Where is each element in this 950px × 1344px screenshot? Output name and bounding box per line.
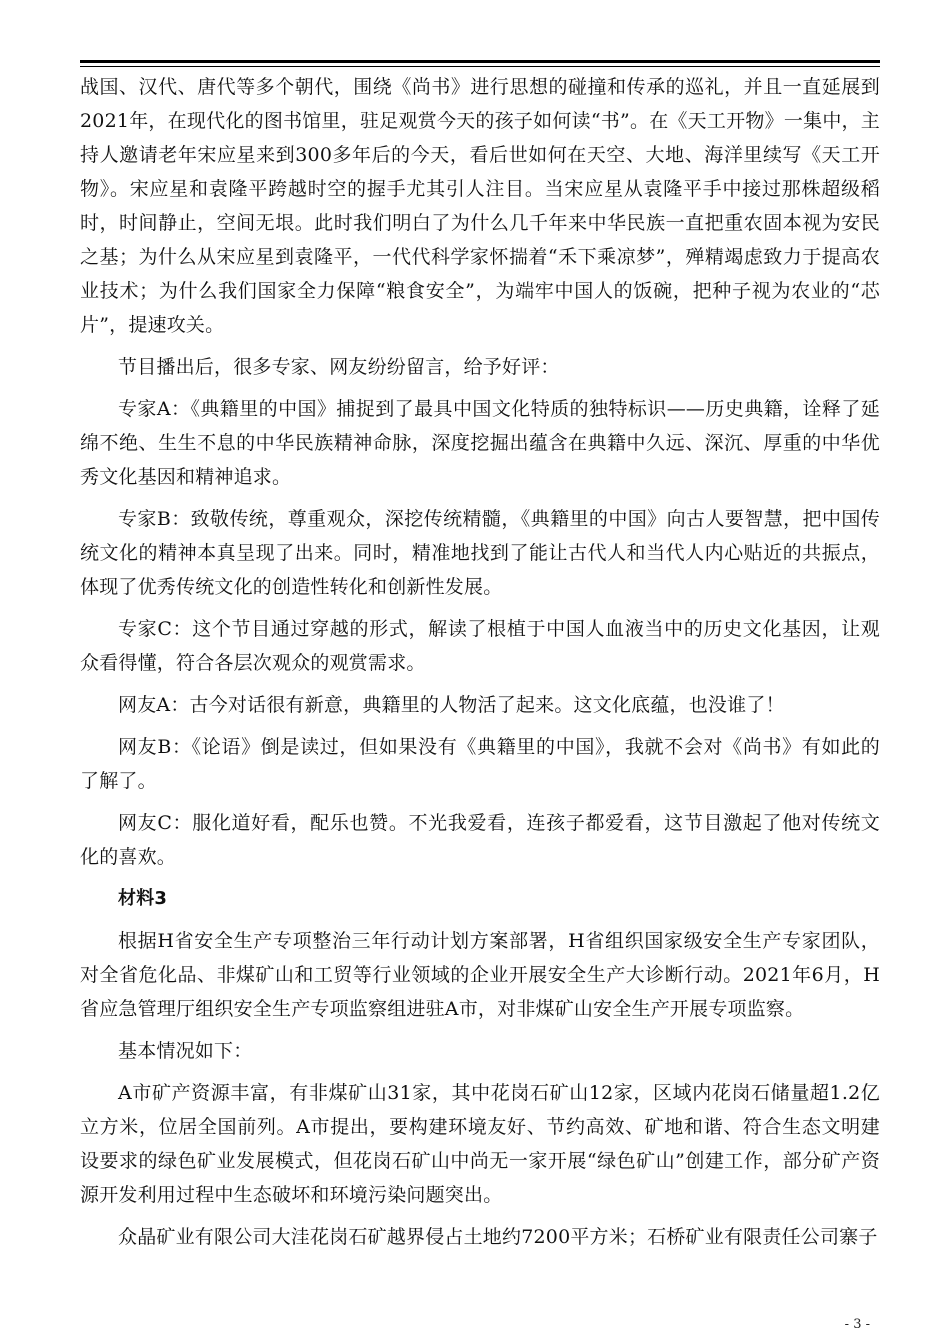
paragraph-basic-situation: 基本情况如下： xyxy=(118,1040,253,1062)
document-body xyxy=(80,70,880,1262)
page-number: - 3 - xyxy=(844,1317,870,1332)
paragraph-city-a-resources: A市矿产资源丰富，有非煤矿山31家，其中花岗石矿山12家，区域内花岗石储量超1.2亿立方米，位居全国前列。A市提出，要构建环境友好、节约高效、矿地和谐、符合生态文明建设要求的绿色矿业发展模式，但花岗石矿山中尚无一家开展“绿色矿山”创建工作，部分矿产资源开发利用过程中生态破坏和环境污染问题突出。 xyxy=(80,1082,880,1206)
paragraph-continuation: 战国、汉代、唐代等多个朝代，围绕《尚书》进行思想的碰撞和传承的巡礼，并且一直延展到2021年，在现代化的图书馆里，驻足观赏今天的孩子如何读“书”。在《天工开物》一集中，主持人邀请老年宋应星来到300多年后的今天，看后世如何在天空、大地、海洋里续写《天工开物》。宋应星和袁隆平跨越时空的握手尤其引人注目。当宋应星从袁隆平手中接过那株超级稻时，时间静止，空间无垠。此时我们明白了为什么几千年来中华民族一直把重农固本视为安民之基；为什么从宋应星到袁隆平，一代代科学家怀揣着“禾下乘凉梦”，殚精竭虑致力于提高农业技术；为什么我们国家全力保障“粮食安全”，为端牢中国人的饭碗，把种子视为农业的“芯片”，提速攻关。 xyxy=(80,76,880,336)
paragraph-zhongjing-mining: 众晶矿业有限公司大洼花岗石矿越界侵占土地约7200平方米；石桥矿业有限责任公司寨子 xyxy=(118,1226,878,1248)
paragraph-intro-comments: 节目播出后，很多专家、网友纷纷留言，给予好评： xyxy=(118,356,560,378)
paragraph-material-3-intro: 根据H省安全生产专项整治三年行动计划方案部署，H省组织国家级安全生产专家团队，对全省危化品、非煤矿山和工贸等行业领域的企业开展安全生产大诊断行动。2021年6月，H省应急管理厅组织安全生产专项监察组进驻A市，对非煤矿山安全生产开展专项监察。 xyxy=(80,930,880,1020)
paragraph-expert-a: 专家A：《典籍里的中国》捕捉到了最具中国文化特质的独特标识——历史典籍，诠释了延绵不绝、生生不息的中华民族精神命脉，深度挖掘出蕴含在典籍中久远、深沉、厚重的中华优秀文化基因和精神追求。 xyxy=(80,398,880,488)
header-rule xyxy=(80,60,880,63)
paragraph-expert-b: 专家B：致敬传统，尊重观众，深挖传统精髓，《典籍里的中国》向古人要智慧，把中国传统文化的精神本真呈现了出来。同时，精准地找到了能让古代人和当代人内心贴近的共振点，体现了优秀传统文化的创造性转化和创新性发展。 xyxy=(80,508,880,598)
paragraph-expert-c: 专家C：这个节目通过穿越的形式，解读了根植于中国人血液当中的历史文化基因，让观众看得懂，符合各层次观众的观赏需求。 xyxy=(80,618,880,674)
paragraph-netizen-c: 网友C：服化道好看，配乐也赞。不光我爱看，连孩子都爱看，这节目激起了他对传统文化的喜欢。 xyxy=(80,812,880,868)
paragraph-netizen-a: 网友A：古今对话很有新意，典籍里的人物活了起来。这文化底蕴，也没谁了！ xyxy=(118,694,785,716)
section-heading-material-3: 材料3 xyxy=(118,888,168,909)
header-rule-thin xyxy=(80,66,880,67)
paragraph-netizen-b: 网友B：《论语》倒是读过，但如果没有《典籍里的中国》，我就不会对《尚书》有如此的了解了。 xyxy=(80,736,880,792)
